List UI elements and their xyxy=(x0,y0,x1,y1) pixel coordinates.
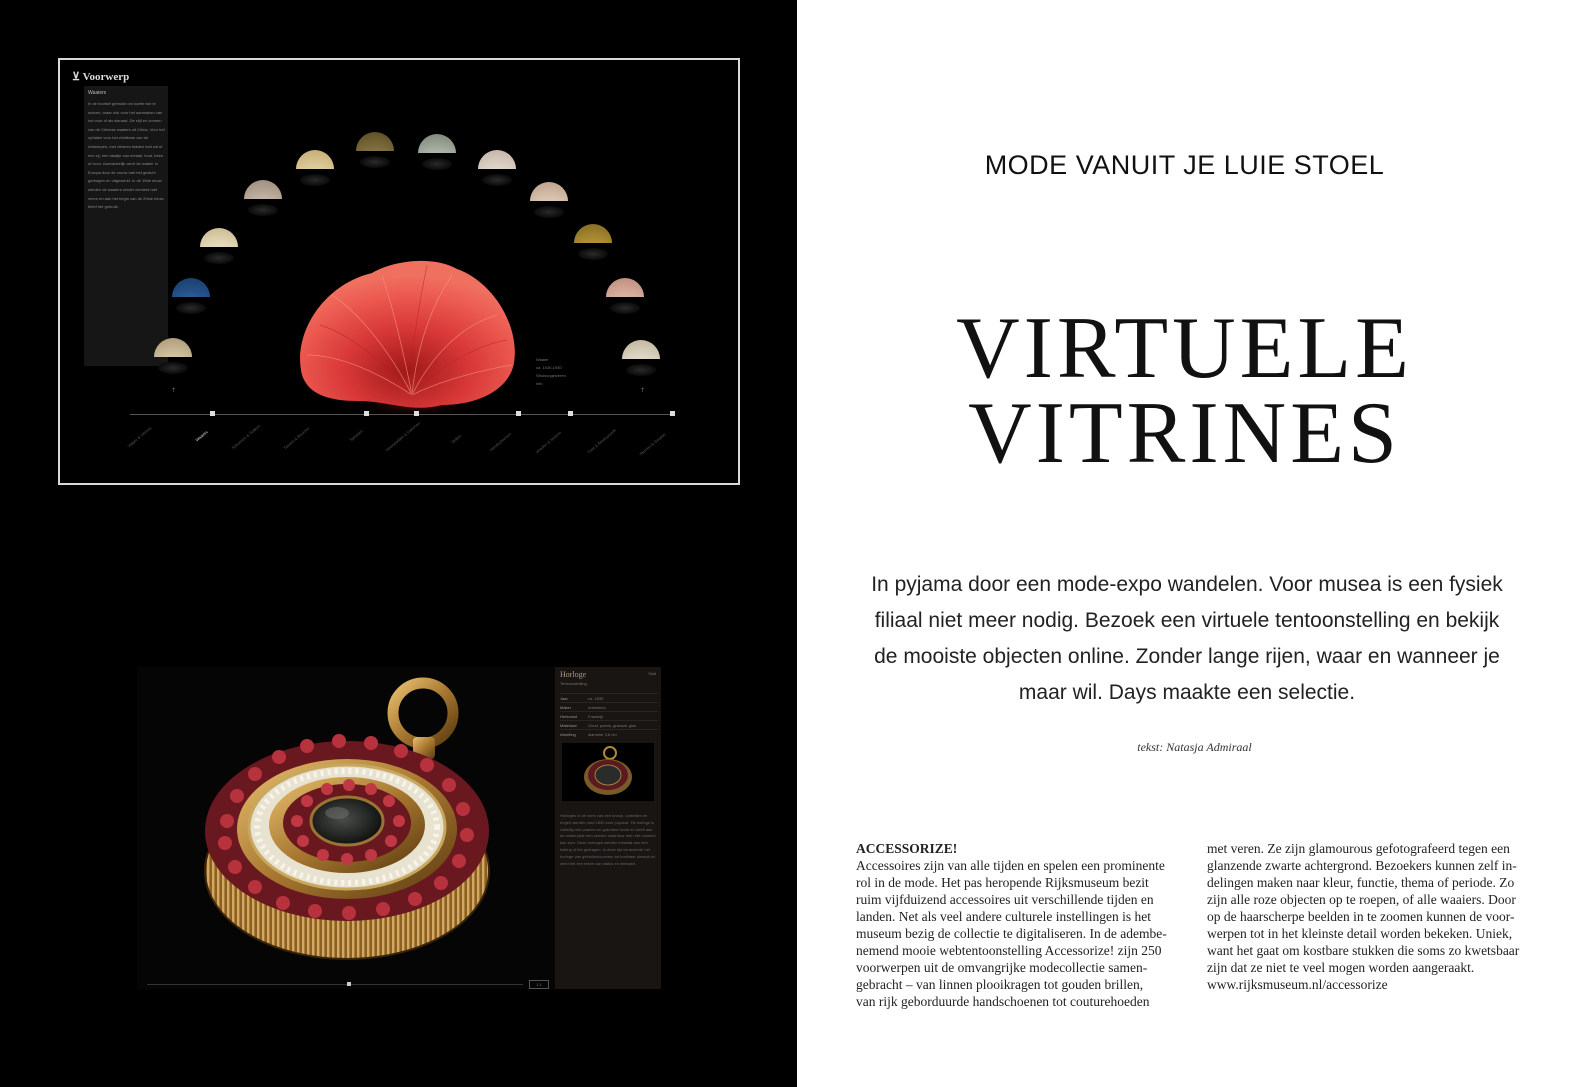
article-headline: VIRTUELE VITRINES xyxy=(956,300,1413,482)
right-page xyxy=(797,0,1572,1087)
website-link[interactable]: www.rijksmuseum.nl/accessorize xyxy=(1207,977,1388,992)
timeline-label[interactable]: Haarspelden & Kammen xyxy=(384,420,421,453)
timeline-label[interactable]: Tassen & Beurzen xyxy=(282,425,311,451)
screenshot-watch-detail xyxy=(137,667,661,989)
info-row: Afmeting diameter 3,8 cm xyxy=(560,729,658,737)
timeline-marker[interactable] xyxy=(210,411,215,416)
info-text: In de hoofsel gebruikt om koelte toe te wuiven, maar ook voor het aanmaken van het vuur of als sieraad. De stijl en vormen van de Chinese waaiers uit China. Voor het ophalen voor het zichtbaar van de Antwerpen, met zilveren bladen met wit of een zij, een staafje van metaal, hout, been of ivoor. Aanvankelijk werd de waaier in Europa door de vrouw met het gezicht gedragen en uitgewerkt. In de 19de eeuw werden de waaiers verder versierd met veren en aan het begin van de 20ste eeuw bleef het gebruik. xyxy=(88,101,165,210)
panel-title: Horloge xyxy=(560,670,587,679)
timeline-label[interactable]: Handschoenen xyxy=(488,431,513,453)
fan-thumbnail[interactable] xyxy=(574,224,612,246)
fan-thumbnail[interactable] xyxy=(418,134,456,156)
info-row: Herkomst Frankrijk xyxy=(560,711,658,719)
zoom-slider-track[interactable] xyxy=(147,984,523,985)
timeline-label[interactable]: Waaiers xyxy=(194,429,209,443)
info-row: Materiaal Goud, parels, granaat, glas xyxy=(560,720,658,728)
body-column-left: ACCESSORIZE! Accessoires zijn van alle tijden en spelen een prominente rol in de mode. Het pas heropende Rijksmuseum bezit ruim vijfduizend accessoires uit verschillende tijden en landen. Net als veel andere culturele instellingen is het museum bezig de collectie te digitaliseren. In de adembe- nemend mooie webtentoonstelling Accessorize! zijn 250 voorwerpen uit de omvangrijke modecollectie samen- gebracht – van linnen plooikragen tot gouden brillen, van rijk geborduurde handschoenen tot couturehoeden xyxy=(856,840,1184,1010)
fan-thumbnail[interactable] xyxy=(244,180,282,202)
timeline-label[interactable]: Vakjes & Vitrines xyxy=(126,425,153,449)
fan-thumbnail[interactable] xyxy=(478,150,516,172)
article-kicker: MODE VANUIT JE LUIE STOEL xyxy=(984,150,1385,180)
zoom-button[interactable]: 1:1 xyxy=(529,980,549,989)
timeline-marker[interactable] xyxy=(670,411,675,416)
fan-thumbnail[interactable] xyxy=(530,182,568,204)
timeline-label[interactable]: Sieraden xyxy=(348,428,364,443)
fan-thumbnail[interactable] xyxy=(356,132,394,154)
pocket-watch-image xyxy=(197,671,497,971)
timeline-marker[interactable] xyxy=(414,411,419,416)
panel-subtitle[interactable]: Tentoonstelling xyxy=(560,681,587,686)
screenshot-fan-exhibition xyxy=(58,58,740,485)
fan-thumbnail[interactable] xyxy=(172,278,210,300)
body-column-right: met veren. Ze zijn glamourous gefotografeerd tegen een glanzende zwarte achtergrond. Bezoekers kunnen zelf in- delingen maken naar kleur, functie, thema of periode. Zo zijn alle roze objecten op te roepen, of alle waaiers. Door op de haarscherpe beelden in te zoomen kunnen de voor- werpen tot in het kleinste detail worden bekeken. Uniek, want het gaat om kostbare stukken die soms zo kwetsbaar zijn dat ze niet te veel mogen worden aangeraakt. www.rijksmuseum.nl/accessorize xyxy=(1207,840,1535,993)
section-heading: ACCESSORIZE! xyxy=(856,841,958,856)
timeline-label[interactable]: Hoeden & Mutsen xyxy=(534,429,563,455)
fan-thumbnail[interactable] xyxy=(154,338,192,360)
info-row: Maker onbekend xyxy=(560,702,658,710)
watch-thumbnail[interactable] xyxy=(562,743,654,801)
object-caption: Waaier ca. 1920-1930 Struisvogelveren info xyxy=(536,357,566,386)
fan-thumbnail[interactable] xyxy=(606,278,644,300)
feather-fan-image xyxy=(292,255,522,420)
timeline-marker[interactable] xyxy=(568,411,573,416)
fan-thumbnail[interactable] xyxy=(622,340,660,362)
shot-title: ⊻ Voorwerp xyxy=(72,71,130,83)
close-button[interactable]: Sluit xyxy=(648,671,656,676)
info-heading: Waaiers xyxy=(88,90,107,96)
scroll-up-icon[interactable]: ↑ xyxy=(640,387,646,394)
timeline-label[interactable]: Brillen xyxy=(450,433,463,445)
zoom-slider-handle[interactable] xyxy=(347,982,351,986)
info-panel xyxy=(84,86,168,366)
article-intro: In pyjama door een mode-expo wandelen. Voor musea is een fysiek filiaal niet meer nodig. Bezoek een virtuele tentoonstelling en bekijk de mooiste objecten online. Zonder lange rijen, waar en wanneer je maar wil. Days maakte een selectie. xyxy=(871,573,1503,704)
timeline-label[interactable]: Kant & Borduurwerk xyxy=(586,427,618,455)
timeline-marker[interactable] xyxy=(364,411,369,416)
article-byline: tekst: Natasja Admiraal xyxy=(1137,740,1252,754)
fan-thumbnail[interactable] xyxy=(200,228,238,250)
object-description: Horloges in de vorm van een knoop, oorbellen en ringen werden rond 1830 zeer populair. Dit horloge is volledig met paarlen en granaten bezet en heeft aan de achterzijde een venster waardoor men het uurwerk kan zien. Deze horloges werden meestal aan een ketting of lint gedragen. In deze tijd veranderde het horloge van gebruiksvoorwerp tot kostbaar sieraad en werd het een teken van status en welvaart. xyxy=(560,813,656,866)
info-row: Jaar ca. 1830 xyxy=(560,693,658,701)
object-info-panel xyxy=(555,667,661,989)
timeline-marker[interactable] xyxy=(516,411,521,416)
fan-thumbnail[interactable] xyxy=(296,150,334,172)
timeline-label[interactable]: Riemen & Gespen xyxy=(638,431,667,457)
timeline-label[interactable]: Schoenen & Sokken xyxy=(230,423,262,451)
scroll-up-icon[interactable]: ↑ xyxy=(171,387,177,394)
